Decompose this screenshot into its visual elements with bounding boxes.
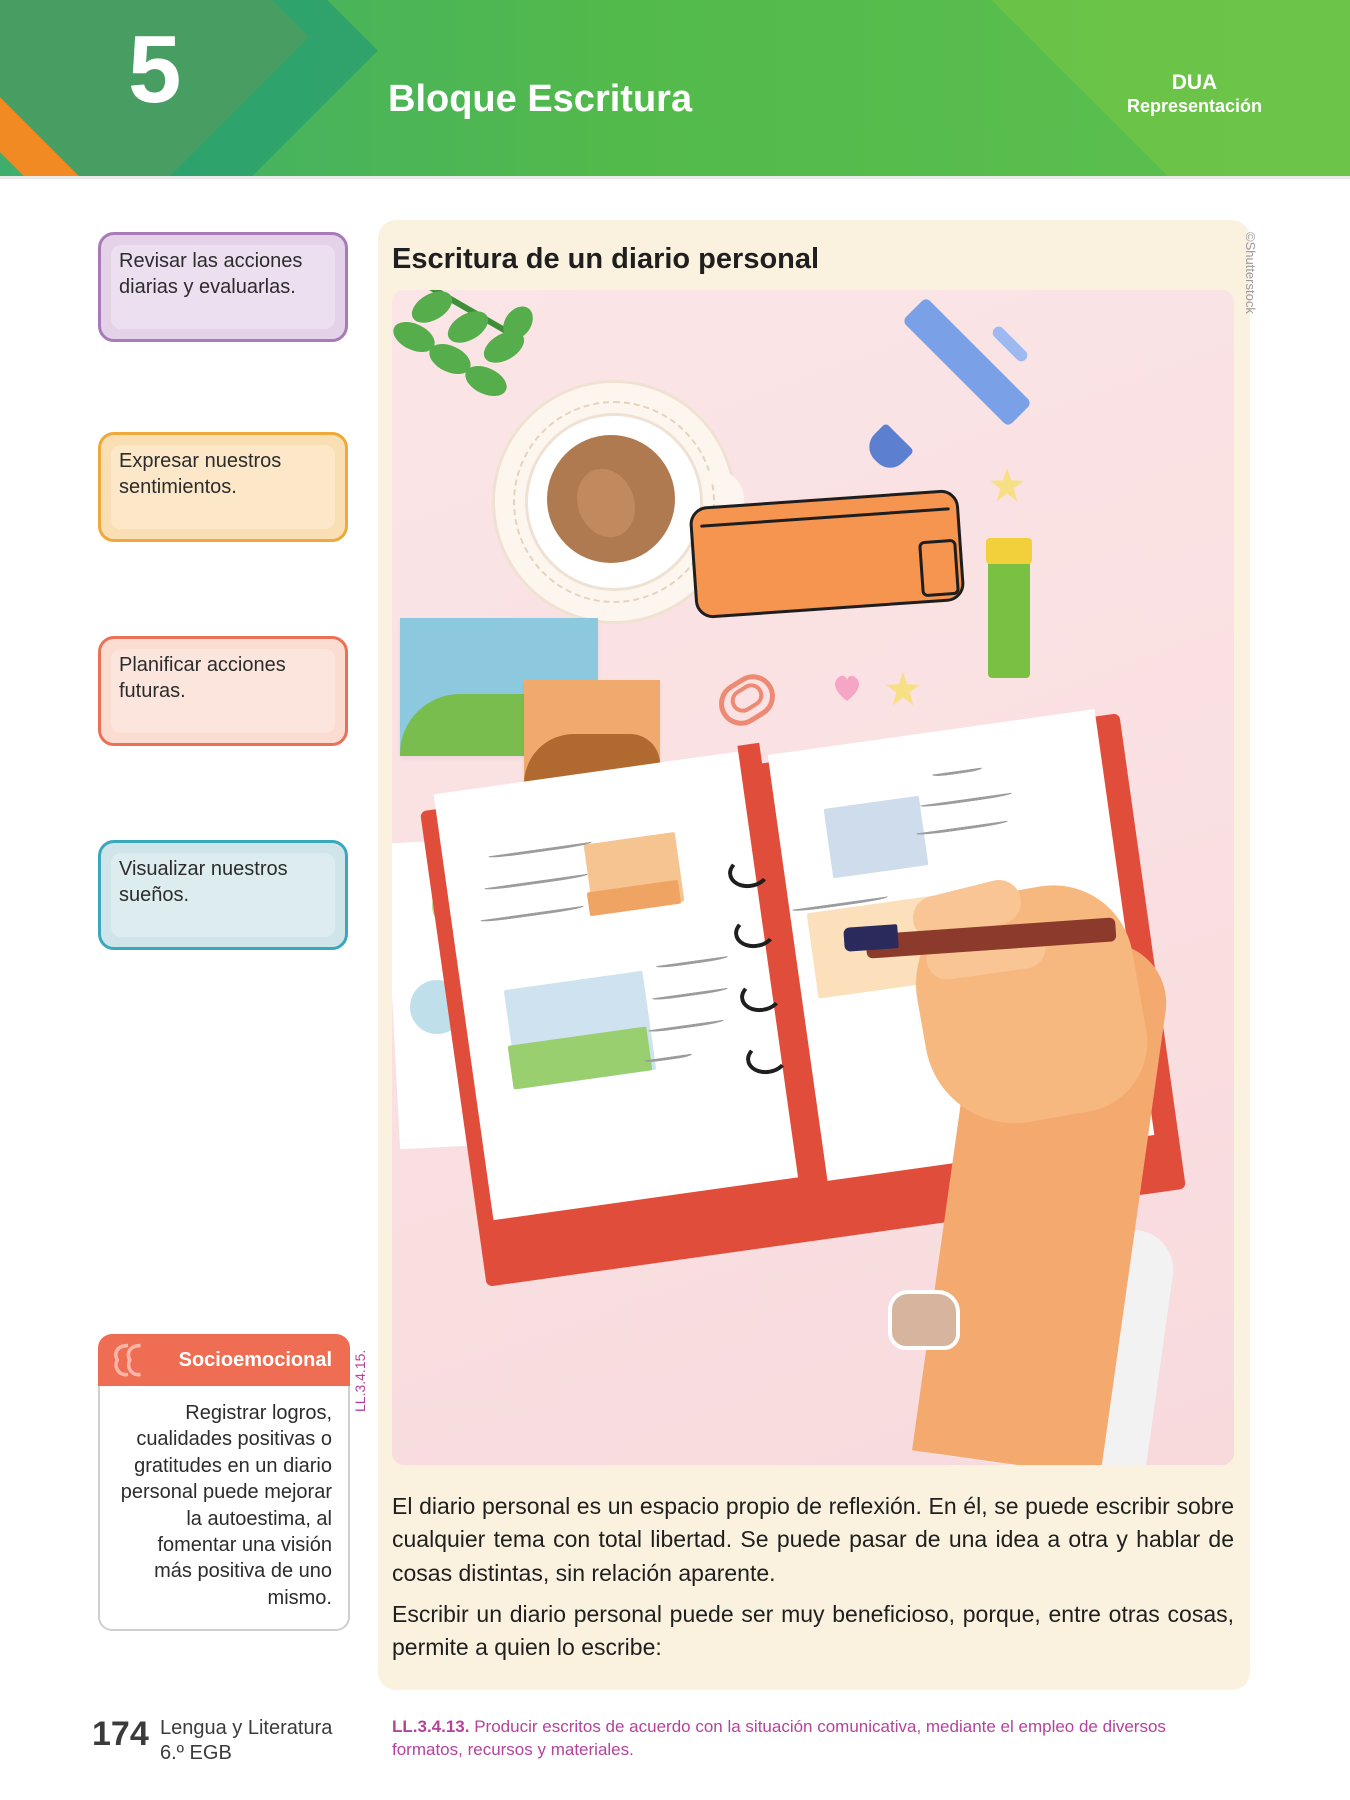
socioemocional-box <box>98 1334 350 1631</box>
footer-subject-line-1: Lengua y Literatura <box>160 1717 333 1739</box>
page-number: 174 <box>92 1715 149 1753</box>
sidebar-pill-4 <box>98 840 348 950</box>
socioemocional-side-code: LL.3.4.15. <box>352 1349 368 1412</box>
page-title: Bloque Escritura <box>388 78 693 120</box>
sidebar-pill-3 <box>98 636 348 746</box>
content-title: Escritura de un diario personal <box>392 243 820 275</box>
footer-standard-text: Producir escritos de acuerdo con la situación comunicativa, mediante el empleo de diversos formatos, recursos y materiales. <box>392 1717 1166 1759</box>
socioemocional-header <box>98 1334 350 1386</box>
footer-subject-line-2: 6.º EGB <box>160 1742 232 1764</box>
body-paragraph-1: El diario personal es un espacio propio de reflexión. En él, se puede escribir sobre cualquier tema con total libertad. Se puede pasar de una idea a otra y hablar de cosas distintas, sin relación aparente. <box>392 1493 1234 1586</box>
brain-icon <box>110 1340 164 1380</box>
diary-illustration <box>392 290 1234 1465</box>
footer-standard <box>392 1716 1222 1762</box>
dua-subtitle: Representación <box>1126 95 1262 116</box>
body-paragraph-2: Escribir un diario personal puede ser muy beneficioso, porque, entre otras cosas, permite a quien lo escribe: <box>392 1601 1234 1661</box>
socioemocional-text: Registrar logros, cualidades positivas o gratitudes en un diario personal puede mejorar la autoestima, al fomentar una visión más positiva de uno mismo. <box>98 1386 350 1631</box>
sidebar-pill-1-label: Revisar las acciones diarias y evaluarlas. <box>119 250 303 298</box>
socioemocional-label: Socioemocional <box>178 1348 332 1371</box>
unit-number: 5 <box>128 16 180 123</box>
dua-badge <box>1127 70 1262 118</box>
sidebar-pill-1 <box>98 232 348 342</box>
header-divider <box>0 176 1350 179</box>
footer-standard-code: LL.3.4.13. <box>392 1717 470 1736</box>
sidebar-pill-2 <box>98 432 348 542</box>
sidebar-pill-3-label: Planificar acciones futuras. <box>119 654 286 702</box>
eraser-graphic <box>888 1290 960 1350</box>
sidebar-pill-4-label: Visualizar nuestros sueños. <box>119 858 288 906</box>
page-header <box>0 0 1350 176</box>
dua-title: DUA <box>1171 71 1218 94</box>
image-credit: ©Shutterstock <box>1243 232 1258 314</box>
footer-subject <box>160 1716 332 1766</box>
sidebar-pill-2-label: Expresar nuestros sentimientos. <box>119 450 282 498</box>
